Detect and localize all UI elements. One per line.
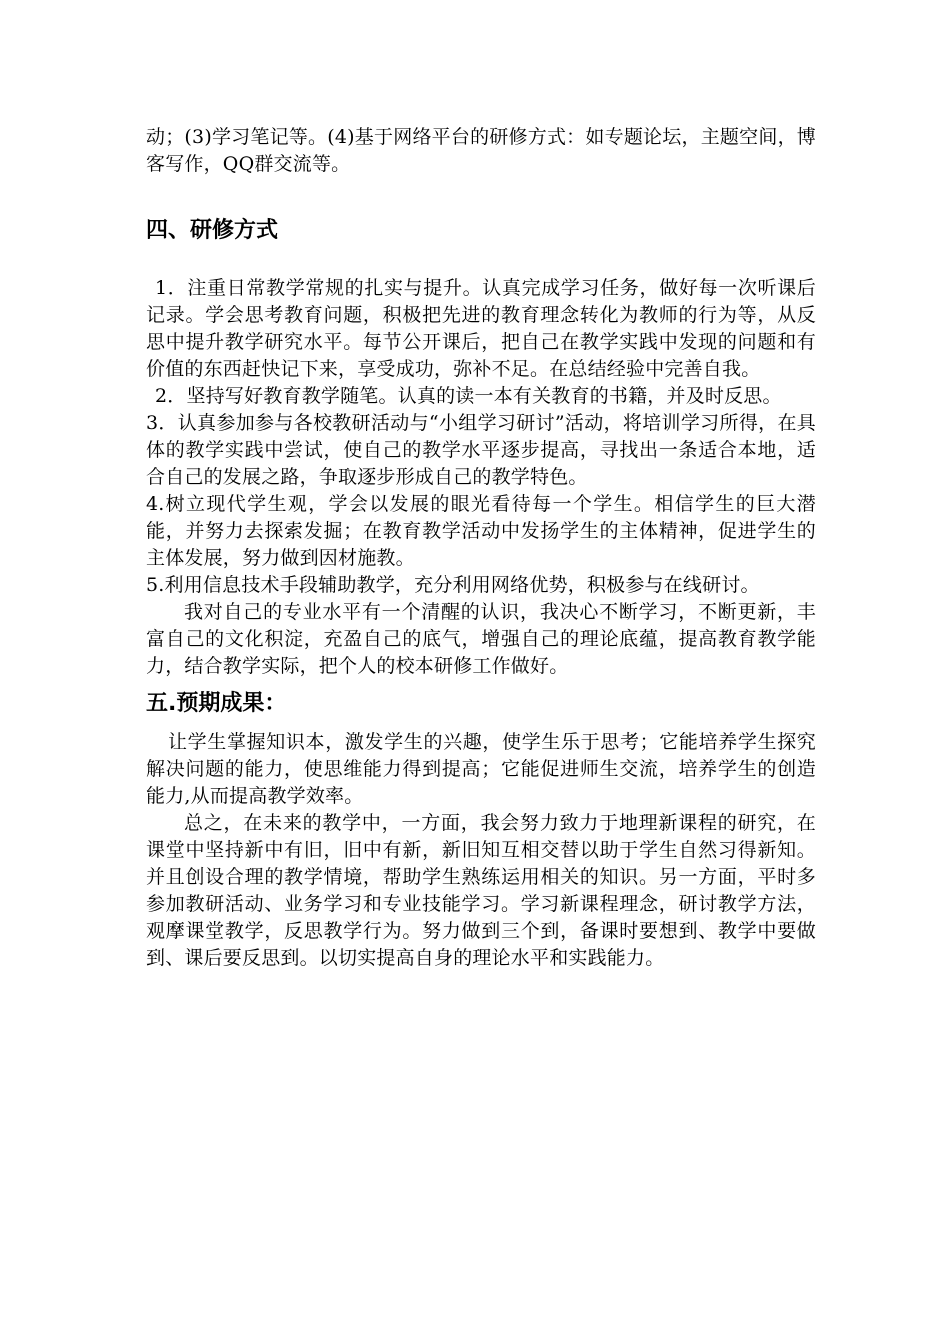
spacer <box>146 246 816 275</box>
section-4-item-2: 2．坚持写好教育教学随笔。认真的读一本有关教育的书籍，并及时反思。 <box>155 385 782 407</box>
spacer <box>146 719 816 729</box>
section-4-item-4: 4.树立现代学生观，学会以发展的眼光看待每一个学生。相信学生的巨大潜能，并努力去探索发掘；在教育教学活动中发扬学生的主体精神，促进学生的主体发展，努力做到因材施教。 <box>146 493 816 569</box>
intro-continuation-paragraph: 动；(3)学习笔记等。(4)基于网络平台的研修方式：如专题论坛，主题空间，博客写作，QQ群交流等。 <box>146 126 816 175</box>
document-page <box>146 124 816 972</box>
section-5-heading: 五.预期成果： <box>146 691 287 716</box>
section-5-paragraph-1: 让学生掌握知识本，激发学生的兴趣，使学生乐于思考；它能培养学生探究解决问题的能力，使思维能力得到提高；它能促进师生交流，培养学生的创造能力,从而提高教学效率。 <box>146 731 816 807</box>
spacer <box>146 680 816 689</box>
section-5-paragraph-2: 总之，在未来的教学中，一方面，我会努力致力于地理新课程的研究，在课堂中坚持新中有旧，旧中有新，新旧知互相交替以助于学生自然习得新知。并且创设合理的教学情境，帮助学生熟练运用相关的知识。另一方面，平时多参加教研活动、业务学习和专业技能学习。学习新课程理念，研讨教学方法，观摩课堂教学，反思教学行为。努力做到三个到，备课时要想到、教学中要做到、课后要反思到。以切实提高自身的理论水平和实践能力。 <box>146 812 816 969</box>
section-4-item-5: 5.利用信息技术手段辅助教学，充分利用网络优势，积极参与在线研讨。 <box>146 574 760 596</box>
spacer <box>146 178 816 216</box>
section-4-summary: 我对自己的专业水平有一个清醒的认识，我决心不断学习，不断更新，丰富自己的文化积淀，充盈自己的底气，增强自己的理论底蕴，提高教育教学能力，结合教学实际，把个人的校本研修工作做好。 <box>146 601 816 677</box>
section-4-item-1: 1．注重日常教学常规的扎实与提升。认真完成学习任务，做好每一次听课后记录。学会思考教育问题，积极把先进的教育理念转化为教师的行为等，从反思中提升教学研究水平。每节公开课后，把自己在教学实践中发现的问题和有价值的东西赶快记下来，享受成功，弥补不足。在总结经验中完善自我。 <box>146 277 816 380</box>
section-4-heading: 四、研修方式 <box>146 218 279 243</box>
section-4-item-3: 3．认真参加参与各校教研活动与“小组学习研讨”活动，将培训学习所得，在具体的教学实践中尝试，使自己的教学水平逐步提高，寻找出一条适合本地，适合自己的发展之路，争取逐步形成自己的教学特色。 <box>146 412 816 488</box>
